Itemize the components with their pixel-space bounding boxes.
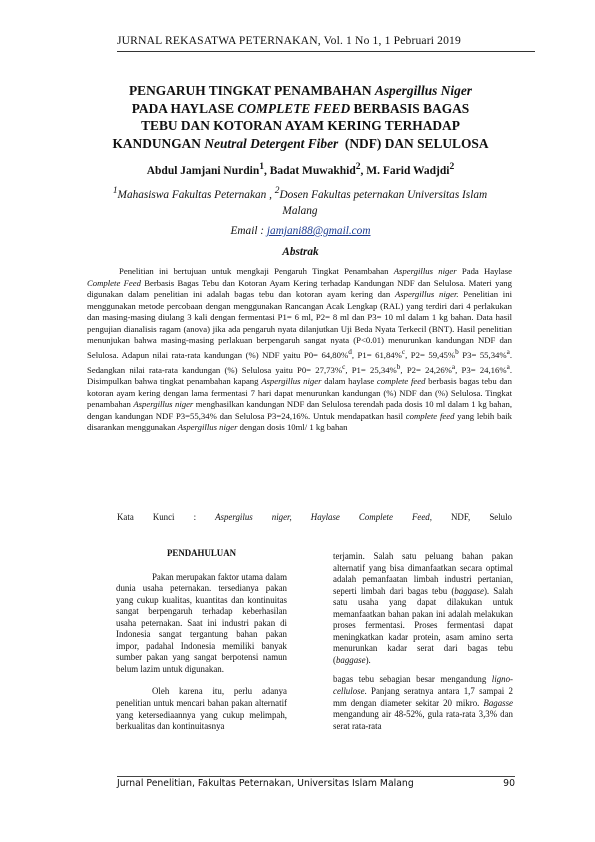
abstract-text: Penelitian ini bertujuan untuk mengkaji Pengaruh Tingkat Penambahan (119, 266, 394, 276)
paragraph-text: ). (365, 654, 371, 665)
abstract-italic: Aspergillus niger (393, 266, 457, 276)
email-link[interactable]: jamjani88@gmail.com (266, 225, 371, 237)
abstract-text: Penelitian ini menggunakan metode percobaan dengan menggunakan Rancangan Acak Lengkap (RAL) yang terdiri dari 4 perlakukan dan masing-masing diulang 3 kali dengan fermentasi P1= 6 ml, P2= 8 ml dan P3= 10 ml dalam 1 kg bahan. Data hasil pengujian dianalisis ragam (anova) jika ada pengaruh nyata dilanjutkan Uji Beda Nyata Terkecil (BNT). Hasil penelitian menunjukan bahwa masing-masing perlakuan berpengaruh sangat nyata (P<0.01) menurunkan kandungan NDF dan Selulosa. Adapun nilai rata-rata kandungan (%) NDF yaitu P0= 64,80% (87, 289, 512, 360)
title-italic: Aspergillus Niger (374, 83, 472, 98)
affil-mark: 2 (274, 186, 280, 196)
keyword: NDF, (451, 512, 471, 522)
abstract-sup: d (348, 348, 352, 357)
author-name: Abdul Jamjani Nurdin (146, 164, 260, 177)
paragraph-italic: Bagasse (483, 697, 513, 708)
page-number: 90 (503, 778, 515, 789)
abstract-sup: a (506, 362, 510, 371)
abstract-text: , P1= 61,84% (351, 349, 402, 360)
title-text: KANDUNGAN (112, 135, 205, 151)
author-affil-mark: 1 (259, 161, 265, 172)
abstract-sup: a (451, 362, 456, 371)
title-line-3: TEBU DAN KOTORAN AYAM KERING TERHADAP (141, 118, 460, 133)
abstract-text: dengan dosis 10ml/ 1 kg bahan (237, 422, 348, 433)
abstract-body (87, 266, 512, 434)
abstract-sup: c (342, 362, 346, 371)
abstract-text: , P1= 25,34% (345, 364, 397, 375)
journal-header (117, 34, 535, 52)
author-affil-mark: 2 (355, 161, 361, 172)
abstract-text: P3= 55,34% (458, 349, 507, 360)
abstract-text: , P2= 24,26% (400, 364, 452, 375)
abstract-italic: Aspergillus niger (177, 422, 238, 433)
abstract-text: dalam haylase (321, 375, 377, 386)
title-italic: COMPLETE FEED (237, 100, 351, 116)
abstract-sup: b (455, 348, 459, 357)
keyword (412, 512, 432, 522)
paragraph-text: dalam dunia usaha peternakan. tersedianya pakan yang cukup kualitas, kuantitas dan kontinuitas sangat berpengaruh terhadap keberhasilan usaha peternakan. Saat ini industri pakan di Indonesia sangat tergantung bahan pakan impor, padahal Indonesia memiliki banyak sumber pakan yang sangat berpotensi namun belum lazim untuk digunakan. (116, 571, 287, 674)
abstract-italic: Aspergillus niger (261, 375, 322, 386)
paper-title (78, 82, 523, 152)
right-column (333, 551, 513, 732)
paragraph (116, 572, 287, 676)
paragraph-text: ). Salah satu usaha yang dapat dilakukan untuk memanfaatkan bahan pakan ini adalah melakukan proses fermentasi. Proses fermentasi dapat meningkatkan kadar protein, asam amino serta menurunkan kadar serat dari bagas tebu ( (333, 585, 513, 665)
paragraph-text: terjamin. Salah satu peluang bahan pakan alternatif yang bisa dimanfaatkan secara optimal adalah pemanfaatan limbah industri pertanian, seperti limbah dari bagas tebu ( (333, 551, 513, 596)
abstract-sup: a (506, 348, 510, 357)
title-text: BERBASIS BAGAS (350, 100, 470, 116)
paragraph-text: . Panjang seratnya antara 1,7 sampai 2 mm dengan diameter sekitar 20 mikro. (333, 686, 513, 708)
footer-text: Jurnal Penelitian, Fakultas Peternakan, Universitas Islam Malang (117, 778, 414, 789)
paragraph-gap (116, 675, 287, 686)
paragraph (333, 674, 513, 732)
title-text: PADA HAYLASE (131, 100, 238, 116)
affiliations (110, 183, 490, 219)
abstract-text: Berbasis Bagas Tebu dan Kotoran Ayam Kering terhadap Kandungan NDF dan Selulosa. Materi yang digunakan dalam penelitian ini adalah bagas tebu dan kotoran ayam kering dan (87, 277, 512, 300)
abstract-italic: Complete Feed (87, 277, 141, 288)
abstract-text: . Disimpulkan bahwa tingkat penambahan kapang (87, 364, 512, 386)
title-text: PENGARUH TINGKAT PENAMBAHAN (129, 83, 375, 98)
paragraph-text: Pakan merupakan faktor utama (152, 571, 263, 582)
abstract-text: berbasis bagas tebu dan kotoran ayam kering dengan lama fermentasi 7 hari dapat menurunkan kandungan (%) NDF dan (%) Selulosa. Tingkat penambahan (87, 375, 512, 410)
abstract-sup: c (401, 348, 406, 357)
journal-header-text: JURNAL REKASATWA PETERNAKAN, Vol. 1 No 1, 1 Pebruari 2019 (117, 34, 461, 47)
keywords-colon: : (193, 512, 197, 522)
paragraph-italic: ligno-cellulose (333, 674, 513, 697)
title-line-2 (78, 100, 523, 118)
page-footer (117, 776, 515, 789)
email-label: Email : (230, 225, 267, 237)
keyword: niger, (271, 512, 292, 522)
abstract-text: . Sedangkan nilai rata-rata kandungan (%) Selulosa yaitu P0= 27,73% (87, 349, 513, 375)
keyword: Haylase (310, 512, 340, 522)
author-affil-mark: 2 (449, 161, 455, 172)
abstract-text: yang lebih baik disarankan menggunakan (87, 410, 513, 433)
left-column (116, 548, 287, 733)
keyword: Selulo (489, 512, 512, 522)
abstract-text: menghasilkan kandungan NDF dan Selulosa terendah pada dosis 10 ml dalam 1 kg bahan, dengan kandungan NDF P3=55,34% dan Selulosa P3=24,16%. Untuk mendapatkan hasil (87, 399, 513, 421)
paragraph-text: bagas tebu sebagian besar mengandung (333, 674, 492, 685)
keyword: Aspergilus (215, 512, 253, 522)
title-line-4 (78, 135, 523, 153)
author-name: , M. Farid Wadjdi (360, 164, 450, 177)
paragraph-gap (333, 666, 513, 674)
abstract-heading: Abstrak (282, 246, 319, 258)
affiliation-2: Dosen Fakultas peternakan Universitas Islam Malang (279, 188, 488, 217)
affiliation-1: Mahasiswa Fakultas Peternakan , (117, 188, 275, 201)
keyword-italic: Feed, (411, 512, 432, 522)
affil-mark: 1 (112, 186, 118, 196)
abstract-text: Pada Haylase (456, 266, 513, 276)
section-heading: PENDAHULUAN (166, 548, 237, 558)
title-italic: Neutral Detergent Fiber (204, 135, 339, 151)
abstract-text: , P2= 59,45% (405, 349, 456, 360)
title-text: (NDF) DAN SELULOSA (338, 135, 489, 151)
keywords-line (117, 512, 512, 522)
keywords-label: Kata (117, 512, 134, 522)
paragraph (116, 686, 287, 732)
title-line-1 (78, 82, 523, 100)
paragraph-italic: baggase (454, 585, 484, 596)
abstract-italic: Aspergillus niger (133, 399, 194, 410)
abstract-italic: complete feed (405, 410, 455, 421)
paragraph-text: penelitian untuk mencari bahan pakan alternatif yang ketersediaannya yang cukup melimpah, berkualitas dan kontinuitasnya (116, 698, 287, 732)
abstract-italic: complete feed (376, 375, 426, 386)
email-line (78, 225, 523, 237)
paragraph (333, 551, 513, 666)
keywords-label: Kunci (152, 512, 175, 522)
abstract-italic: Aspergillus niger. (394, 289, 459, 300)
paragraph-text: Oleh karena itu, perlu adanya (152, 686, 287, 697)
keyword: Complete (358, 512, 393, 522)
author-list (78, 161, 523, 177)
paragraph-text: mengandung air 48-52%, gula rata-rata 3,3% dan serat rata-rata (333, 709, 513, 731)
abstract-text: , P3= 24,16% (455, 364, 507, 375)
author-name: , Badat Muwakhid (264, 164, 356, 177)
paragraph-italic: baggase (335, 654, 366, 665)
abstract-sup: b (396, 362, 401, 371)
